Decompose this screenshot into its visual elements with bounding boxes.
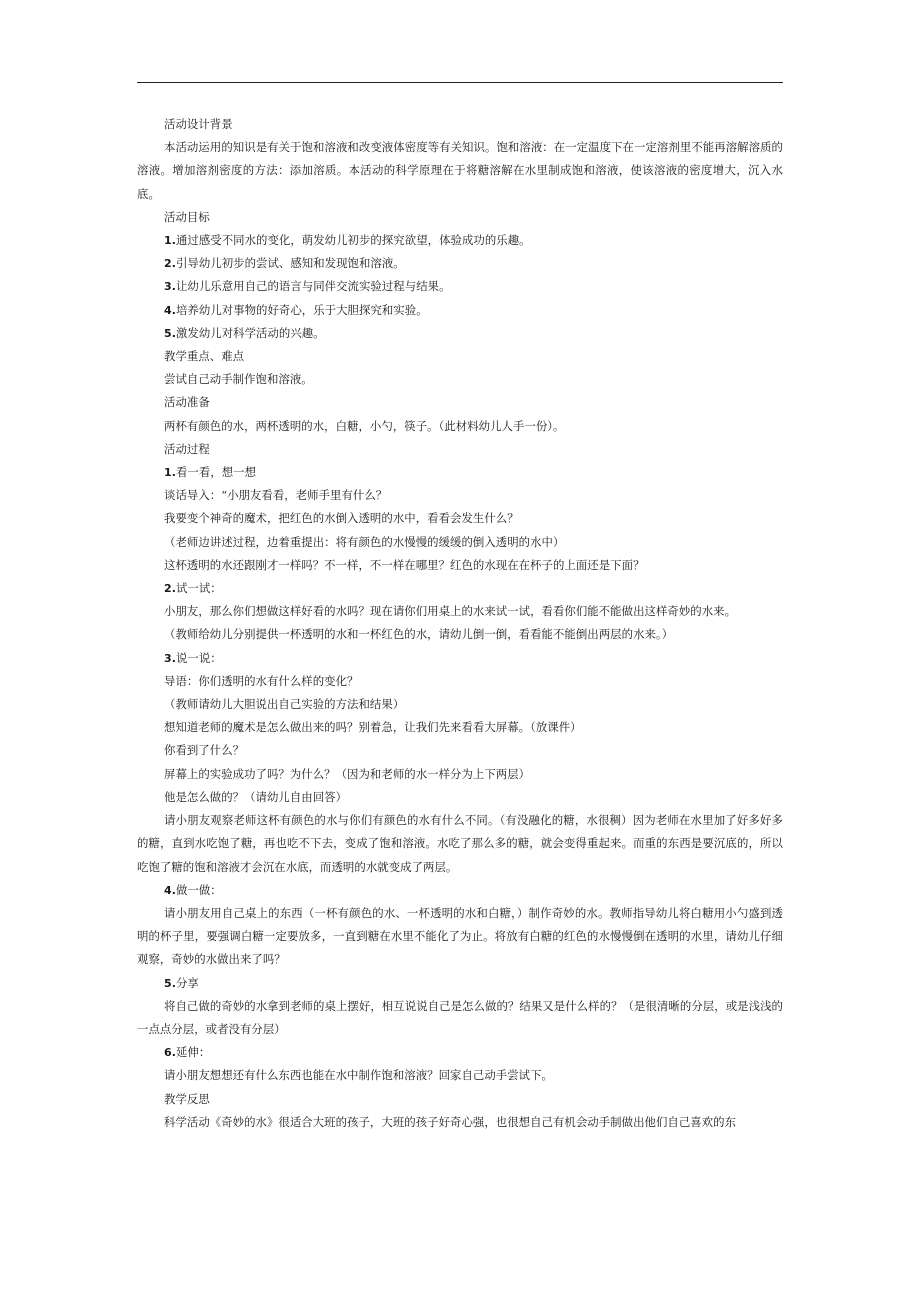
paragraph [137,739,783,762]
paragraph [137,113,783,136]
paragraph-text: 想知道老师的魔术是怎么做出来的吗？别着急，让我们先来看看大屏幕。（放课件） [164,720,582,735]
paragraph [137,461,783,484]
paragraph [137,438,783,461]
list-number: 1. [164,466,176,480]
paragraph-text: 做一做： [175,882,222,897]
paragraph [137,809,783,879]
paragraph [137,995,783,1041]
paragraph-text: 请小朋友想想还有什么东西也能在水中制作饱和溶液？回家自己动手尝试下。 [164,1068,553,1083]
paragraph [137,484,783,507]
paragraph [137,972,783,995]
paragraph-text: 本活动运用的知识是有关于饱和溶液和改变液体密度等有关知识。饱和溶液：在一定温度下在一定溶剂里不能再溶解溶质的溶液。增加溶剂密度的方法：添加溶质。本活动的科学原理在于将糖溶解在水里制成饱和溶液，使该溶液的密度增大，沉入水底。 [137,140,783,201]
paragraph-text: 培养幼儿对事物的好奇心，乐于大胆探究和实验。 [175,302,428,317]
list-number: 5. [164,976,176,990]
paragraph [137,322,783,345]
header-rule [137,82,783,83]
paragraph [137,902,783,972]
paragraph-text: 通过感受不同水的变化，萌发幼儿初步的探究欲望，体验成功的乐趣。 [175,233,531,248]
paragraph [137,786,783,809]
paragraph-text: 分享 [175,975,199,990]
paragraph-text: 活动设计背景 [164,117,233,131]
paragraph-text: 看一看，想一想 [175,465,257,480]
paragraph-text: 小朋友，那么你们想做这样好看的水吗？现在请你们用桌上的水来试一试，看看你们能不能做出这样奇妙的水来。 [164,604,737,619]
paragraph [137,554,783,577]
paragraph-text: 请小朋友用自己桌上的东西（一杯有颜色的水、一杯透明的水和白糖，）制作奇妙的水。教师指导幼儿将白糖用小勺盛到透明的杯子里，要强调白糖一定要放多，一直到糖在水里不能化了为止。将放有白糖的红色的水慢慢倒在透明的水里，请幼儿仔细观察，奇妙的水做出来了吗？ [137,905,783,967]
paragraph-text: 将自己做的奇妙的水拿到老师的桌上摆好，相互说说自己是怎么做的？结果又是什么样的？（是很清晰的分层，或是浅浅的一点点分层，或者没有分层） [137,998,783,1036]
paragraph-text: 激发幼儿对科学活动的兴趣。 [175,325,325,340]
paragraph-text: 尝试自己动手制作饱和溶液。 [164,372,313,387]
paragraph-text: 活动准备 [164,395,210,410]
paragraph [137,368,783,391]
paragraph-text: 他是怎么做的？（请幼儿自由回答） [164,789,348,804]
paragraph [137,600,783,623]
list-number: 2. [164,582,176,596]
list-number: 2. [164,257,176,271]
paragraph [137,507,783,530]
paragraph-text: 屏幕上的实验成功了吗？为什么？（因为和老师的水一样分为上下两层） [164,766,531,781]
paragraph [137,763,783,786]
list-number: 5. [164,326,176,340]
paragraph-text: 说一说： [175,650,222,665]
paragraph [137,345,783,368]
list-number: 3. [164,651,176,665]
paragraph-text: 谈话导入：“小朋友看看，老师手里有什么？ [164,488,388,503]
paragraph-text: 教学反思 [164,1091,210,1106]
paragraph-text: 让幼儿乐意用自己的语言与同伴交流实验过程与结果。 [175,279,451,294]
paragraph [137,206,783,229]
paragraph-text: 我要变个神奇的魔术，把红色的水倒入透明的水中，看看会发生什么？ [164,511,519,526]
paragraph-text: 两杯有颜色的水，两杯透明的水，白糖，小勺，筷子。（此材料幼儿人手一份）。 [164,418,565,433]
paragraph [137,647,783,670]
paragraph [137,1041,783,1064]
paragraph [137,693,783,716]
paragraph-text: 活动目标 [164,209,210,224]
list-number: 1. [164,234,176,248]
paragraph-text: 教学重点、难点 [164,349,245,364]
paragraph [137,1111,783,1134]
paragraph-text: 延伸： [175,1045,211,1060]
paragraph-text: 试一试： [175,581,222,596]
paragraph [137,415,783,438]
document-body [137,113,783,1134]
list-number: 4. [164,883,176,897]
paragraph [137,623,783,646]
paragraph-text: 导语：你们透明的水有什么样的变化？ [164,673,359,688]
paragraph-text: 这杯透明的水还跟刚才一样吗？不一样，不一样在哪里？红色的水现在在杯子的上面还是下面？ [164,557,645,572]
paragraph [137,716,783,739]
paragraph [137,252,783,275]
paragraph [137,299,783,322]
paragraph [137,136,783,206]
paragraph-text: 科学活动《奇妙的水》很适合大班的孩子，大班的孩子好奇心强，也很想自己有机会动手制做出他们自己喜欢的东 [164,1114,737,1129]
list-number: 3. [164,280,176,294]
paragraph-text: （老师边讲述过程，边着重提出：将有颜色的水慢慢的缓缓的倒入透明的水中） [164,534,565,549]
paragraph [137,1064,783,1087]
paragraph [137,391,783,414]
paragraph-text: 你看到了什么？ [164,743,245,758]
paragraph-text: （教师给幼儿分别提供一杯透明的水和一杯红色的水，请幼儿倒一倒，看看能不能倒出两层的水来。） [164,627,674,642]
paragraph [137,879,783,902]
list-number: 6. [164,1046,176,1060]
paragraph [137,531,783,554]
paragraph [137,229,783,252]
paragraph [137,577,783,600]
paragraph-text: 引导幼儿初步的尝试、感知和发现饱和溶液。 [175,256,405,271]
list-number: 4. [164,303,176,317]
paragraph-text: 请小朋友观察老师这杯有颜色的水与你们有颜色的水有什么不同。（有没融化的糖，水很稠）因为老师在水里加了好多好多的糖，直到水吃饱了糖，再也吃不下去，变成了饱和溶液。水吃了那么多的糖，就会变得重起来。而重的东西是要沉底的，所以吃饱了糖的饱和溶液才会沉在水底，而透明的水就变成了两层。 [137,813,783,874]
paragraph-text: （教师请幼儿大胆说出自己实验的方法和结果） [164,697,405,712]
paragraph [137,275,783,298]
paragraph [137,670,783,693]
paragraph [137,1088,783,1111]
paragraph-text: 活动过程 [164,441,210,456]
